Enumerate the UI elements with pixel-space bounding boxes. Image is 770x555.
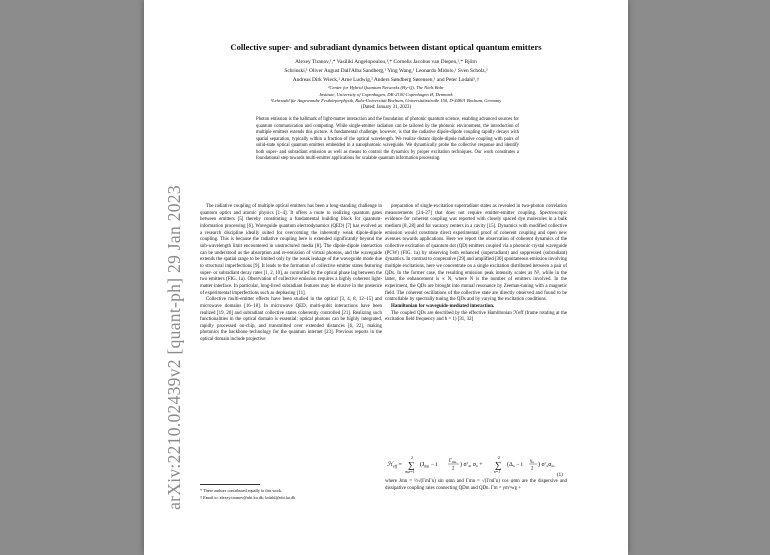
svg-text:2: 2 <box>411 456 413 460</box>
footnote-divider <box>200 484 260 485</box>
svg-text:m,n=1: m,n=1 <box>405 470 415 474</box>
affiliation-line: ¹Center for Hybrid Quantum Networks (Hy-Q), The Niels Bohr <box>328 85 444 90</box>
right-column <box>385 204 567 324</box>
section-heading: Hamiltonian for waveguide-mediated interaction. <box>391 303 495 309</box>
abstract: Photon emission is the hallmark of light-matter interaction and the foundation of photonic quantum science, enabling advanced sources for quantum communication and computing. While single-emitter radiation can be tailored by the photonic environment, the introduction of multiple emitters extends this picture. A fundamental challenge, however, is that the radiative dipole-dipole coupling rapidly decays with spatial separation, typically within a fraction of the optical wavelength. We realize distant dipole-dipole radiative coupling with pairs of solid-state optical quantum emitters embedded in a nanophotonic waveguide. We dynamically probe the collective response and identify both super- and subradiant emission as well as means to control the dynamics by proper excitation techniques. Our work constitutes a foundational step towards multi-emitter applications for scalable quantum information processing. <box>256 117 519 162</box>
paragraph: The radiative coupling of multiple optical emitters has been a long-standing challenge in quantum optics and atomic physics [1–4]. It offers a route to realizing quantum gates between emitters [5] thereby constituting a fundamental building block for quantum-information processing [6]. Waveguide quantum electrodynamics (QED) [7] has evolved as a research discipline ideally suited for overcoming the inherently weak dipole-dipole coupling. This is because the radiative coupling here is extended significantly beyond the sub-wavelength limit encountered in unstructured media [8]. The dipole-dipole interaction can be understood as the absorption and re-emission of virtual photons, and the waveguide extends the spatial range to be limited only by the weak leakage of the waveguide mode due to structural imperfections [9]. It leads to the formation of collective emitter states featuring super- or subradiant decay rates [1, 2, 10], as controlled by the optical phase lag between the two emitters (FIG. 1a). Observation of collective emission requires a highly coherent light-matter interface. In particular, long-lived subradiant features may be elusive in the presence of experimental imperfections such as dephasing [11]. <box>200 204 382 296</box>
svg-text:(Jmn − i: ($J_{mn} - i$ <box>420 462 438 469</box>
paragraph: where Jmn = ½√(ΓmΓn) sin φmn and Γmn = √(ΓmΓn) cos φmn are the dispersive and dissipative coupling rates connecting QDm and QDn. Γm = γm^wg + <box>385 479 567 491</box>
affiliation-line: Institute, University of Copenhagen, DK-2100 Copenhagen Ø, Denmark <box>319 91 453 97</box>
footnote: * These authors contributed equally to this work. <box>200 488 283 493</box>
date-line: (Dated: January 31, 2023) <box>360 105 412 110</box>
svg-text:γn: $\gamma_n$ <box>530 459 534 464</box>
paragraph: The coupled QDs are described by the effective Hamiltonian ℋeff (frame rotating at the excitation field frequency and ħ = 1) [31, 32] <box>385 310 567 323</box>
equation-number: (1) <box>557 473 563 478</box>
affiliation-line: ²Lehrstuhl für Angewandte Festkörperphysik, Ruhr-Universität Bochum, Universitätsstraße 150, D-44801 Bochum, Germany <box>270 98 502 104</box>
paper-title: Collective super- and subradiant dynamics between distant optical quantum emitters <box>230 42 542 52</box>
footnote: † Email to: alexey.tiranov@nbi.ku.dk; lodahl@nbi.ku.dk <box>200 494 296 500</box>
author-line: Alexey Tiranov,¹,* Vasiliki Angelopoulou,¹,* Cornelis Jacobus van Diepen,¹,* Björn <box>295 59 477 65</box>
svg-text:2: 2 <box>498 456 500 460</box>
svg-text:∑: ∑ <box>495 460 502 470</box>
svg-text:) σ†m σn +: ) $\sigma^\dagger_m$ σn + <box>460 461 483 468</box>
author-line: Schrinski,¹ Oliver August Dall'Alba Sandberg,¹ Ying Wang,¹ Leonardo Midolo,¹ Sven Scholz,² <box>284 67 488 74</box>
paragraph: Collective multi-emitter effects have been studied in the optical [3, 4, 8, 12–15] and microwave domains [16–18]. In microwave QED, multi-qubit interactions have been realized [19, 20] and subradiant collective states coherently controlled [21]. Realizing such functionalities in the optical domain is essential: optical photons can be highly integrated, rapidly processed on-chip, and transmitted over extended distances [6, 22], making photonics the backbone technology for the quantum internet [23]. Previous reports in the optical domain include projective <box>200 297 382 343</box>
svg-text:ℋeff =: ℋ$_{eff}$ = <box>387 462 402 469</box>
author-list <box>200 58 572 84</box>
paragraph: preparation of single-excitation superradiant states as revealed in two-photon correlation measurements [24–27] that does not require emitter-emitter coupling. Spectroscopic evidence for coherent coupling was reported with closely spaced dye molecules in a bulk medium [8, 28] and for vacancy centers in a cavity [15]. Dynamics with modified collective emission would constitute direct experimental proof of coherent coupling and open new avenues towards applications. Here we report the observation of coherent dynamics of the collective excitation of quantum dot (QD) emitters coupled via a photonic crystal waveguide (PCW) (FIG. 1a) by observing both enhanced (superradiant) and suppressed (subradiant) dynamics. In contrast to cooperative [29] and amplified [30] spontaneous emission involving multiple excitations, here we concentrate on a single excitation distributed between a pair of QDs. In the former case, the resulting emission peak intensity scales as N², while in the latter, the enhancement is ∝ N, where N is the number of emitters involved. In the experiment, the QDs are brought into mutual resonance by Zeeman-tuning with a magnetic field. The coherent oscillations of the collective state are directly observed and found to be controllable by spectrally tuning the QDs and by varying the excitation conditions. <box>385 204 567 303</box>
svg-text:n=1: n=1 <box>494 470 501 474</box>
svg-text:2: 2 <box>452 466 455 472</box>
svg-text:(Δn − i: (Δn − i <box>507 462 523 468</box>
hamiltonian-equation <box>385 450 567 478</box>
author-line: Andreas Dirk Wieck,² Arne Ludwig,² Anders Søndberg Sørensen,¹ and Peter Lodahl¹,† <box>292 76 480 83</box>
svg-text:) σ†nσn,: ) $\sigma^\dagger_n\sigma n$, <box>538 461 555 468</box>
svg-text:Γmn: $\Gamma_{mn}$ <box>449 459 457 464</box>
arxiv-identifier: arXiv:2210.02439v2 [quant-ph] 29 Jan 2023 <box>163 184 184 510</box>
left-column <box>200 204 382 344</box>
right-column-continued <box>385 479 567 492</box>
svg-text:2: 2 <box>531 466 534 472</box>
section-paragraph <box>385 304 567 311</box>
equation-1 <box>385 450 567 478</box>
svg-text:∑: ∑ <box>408 460 415 470</box>
affiliations <box>200 85 572 105</box>
footnotes <box>200 488 382 501</box>
